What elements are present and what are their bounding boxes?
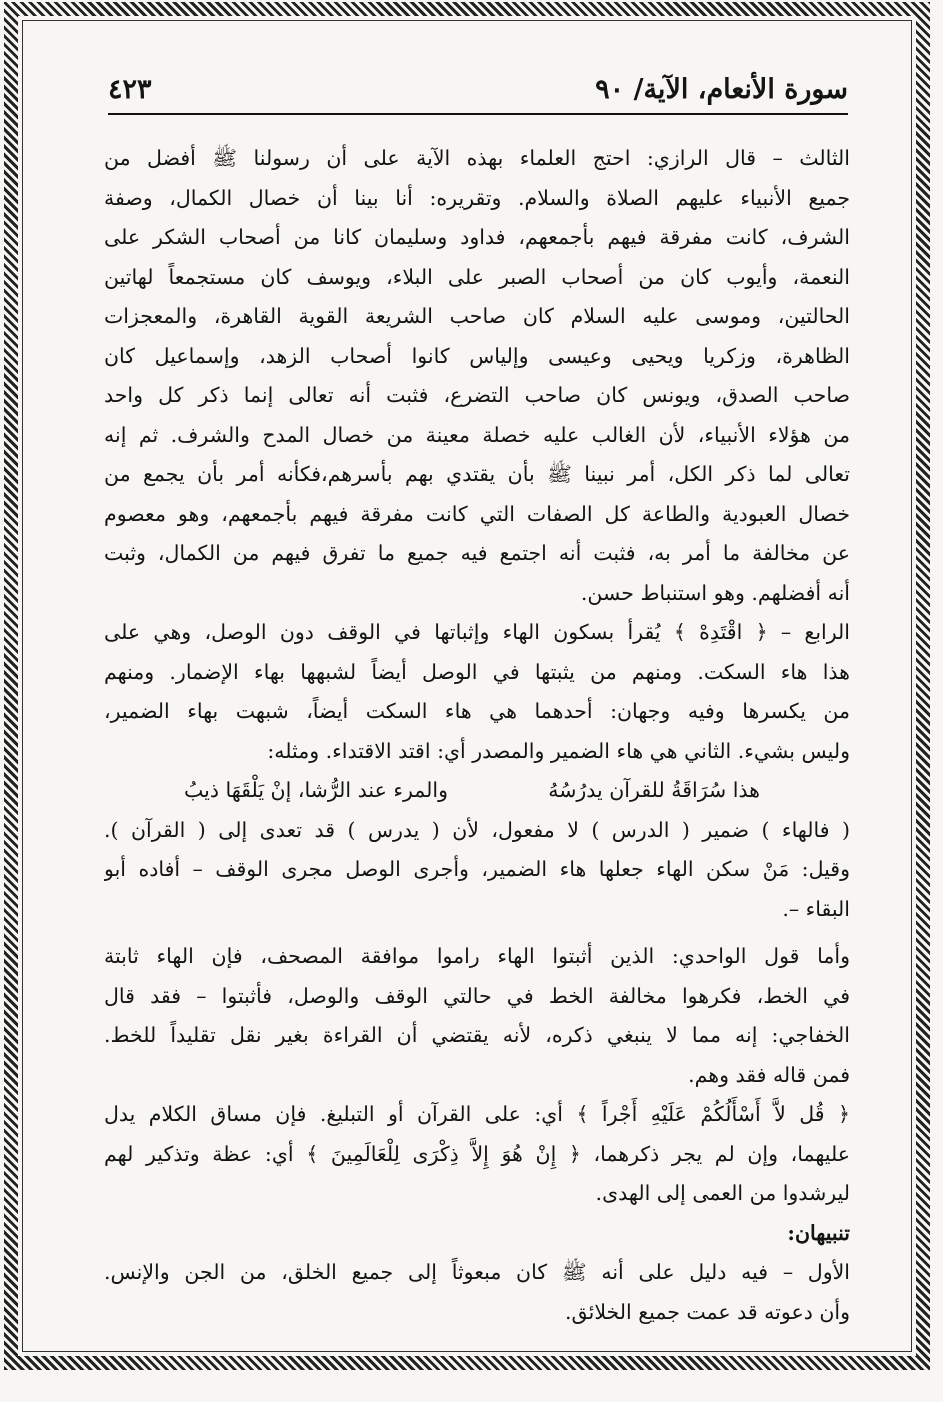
text-line: وقيل: مَنْ سكن الهاء جعلها هاء الضمير، وأجرى الوصل مجرى الوقف – أفاده أبو [104,857,850,881]
text-line: أنه أفضلهم. وهو استنباط حسن. [580,580,850,605]
text-line: ﴿ قُل لاَّ أَسْأَلُكُمْ عَلَيْهِ أَجْراً ﴾ أي: على القرآن أو التبليغ. فإن مساق الكلام يدل [104,1102,850,1126]
text-line: الرابع – ﴿ اقْتَدِهْ ﴾ يُقرأ بسكون الهاء وإثباتها في الوقف دون الوصل، وهي على [104,620,850,644]
text-line: ليرشدوا من العمى إلى الهدى. [595,1181,850,1205]
text-line: وليس بشيء. الثاني هي هاء الضمير والمصدر أي: اقتد الاقتداء. ومثله: [267,738,850,763]
text-line: هذا هاء السكت. ومنهم من يثبتها في الوصل أيضاً لشبهها بهاء الإضمار. ومنهم [104,659,850,684]
paragraph-third-point [104,139,850,613]
text-line: تعالى لما ذكر الكل، أمر نبينا ﷺ بأن يقتدي بهم بأسرهم،فكأنه أمر بأن يجمع من [104,462,850,486]
section-heading-notes: تنبيهان: [787,1220,850,1245]
text-line: فمن قاله فقد وهم. [688,1062,850,1087]
text-line: من هؤلاء الأنبياء، لأن الغالب عليه خصلة معينة من خصال المدح والشرف. ثم إنه [104,422,850,447]
paragraph-first-note [104,1253,850,1332]
text-line: البقاء –. [782,896,850,921]
text-line: الحالتين، وموسى عليه السلام كان صاحب الشريعة القوية القاهرة، والمعجزات [104,304,850,328]
text-line: خصال العبودية والطاعة كل الصفات التي كانت مفرقة فيهم بأجمعهم، وهو معصوم [104,501,850,526]
surah-verse-title: سورة الأنعام، الآية/ ٩٠ [595,74,848,105]
main-text-block [104,139,850,1332]
paragraph-gap [104,929,850,937]
paragraph-wahidi-quote [104,937,850,1095]
text-line: الأول – فيه دليل على أنه ﷺ كان مبعوثاً إلى جميع الخلق، من الجن والإنس. [104,1260,850,1284]
poem-second-hemistich: والمرء عند الرُّشا، إنْ يَلْقَهَا ذيبُ [184,778,448,802]
page-number: ٤٢٣ [108,74,152,105]
text-line: الخفاجي: إنه مما لا ينبغي ذكره، لأنه يقتضي أن القراءة بغير نقل تقليداً للخط. [104,1023,850,1047]
text-line: صاحب الصدق، ويونس كان صاحب التضرع، فثبت أنه تعالى إنما ذكر كل واحد [104,383,850,407]
text-line: النعمة، وأيوب كان من أصحاب الصبر على البلاء، ويوسف كان مستجمعاً لهاتين [104,264,850,289]
paragraph-grammar-note [104,811,850,930]
text-line: من يكسرها وفيه وجهان: أحدهما هي هاء السكت أيضاً، شبهت بهاء الضمير، [104,699,850,723]
running-header [108,64,848,114]
paragraph-verse-commentary [104,1095,850,1214]
text-line: وأما قول الواحدي: الذين أثبتوا الهاء راموا موافقة المصحف، فإن الهاء ثابتة [104,944,850,968]
paragraph-fourth-point [104,613,850,771]
text-line: الشرف، كانت مفرقة فيهم بأجمعهم، فداود وسليمان كانا من أصحاب الشكر على [104,225,850,249]
text-line: عليهما، وإن لم يجر ذكرهما، ﴿ إِنْ هُوَ إِلاَّ ذِكْرَى لِلْعَالَمِينَ ﴾ أي: عظة وتذكير لهم [104,1141,850,1166]
text-line: الظاهرة، وزكريا ويحيى وعيسى وإلياس كانوا أصحاب الزهد، وإسماعيل كان [104,343,850,368]
header-divider [108,113,848,115]
text-line: جميع الأنبياء عليهم الصلاة والسلام. وتقريره: أنا بينا أن خصال الكمال، وصفة [104,185,850,210]
text-line: وأن دعوته قد عمت جميع الخلائق. [565,1299,850,1324]
poem-first-hemistich: هذا سُرَاقَةُ للقرآن يدرُسُهُ [548,778,760,802]
text-line: في الخط، فكرهوا مخالفة الخط في حالتي الوقف والوصل، فأثبتوا – فقد قال [104,983,850,1008]
text-line: عن مخالفة ما أمر به، فثبت أنه اجتمع فيه جميع ما تفرق فيهم من الكمال، وثبت [104,541,850,565]
poetry-verse [104,771,850,811]
text-line: الثالث – قال الرازي: احتج العلماء بهذه الآية على أن رسولنا ﷺ أفضل من [104,146,850,170]
text-line: ( فالهاء ) ضمير ( الدرس ) لا مفعول، لأن ( يدرس ) قد تعدى إلى ( القرآن ). [104,817,850,842]
